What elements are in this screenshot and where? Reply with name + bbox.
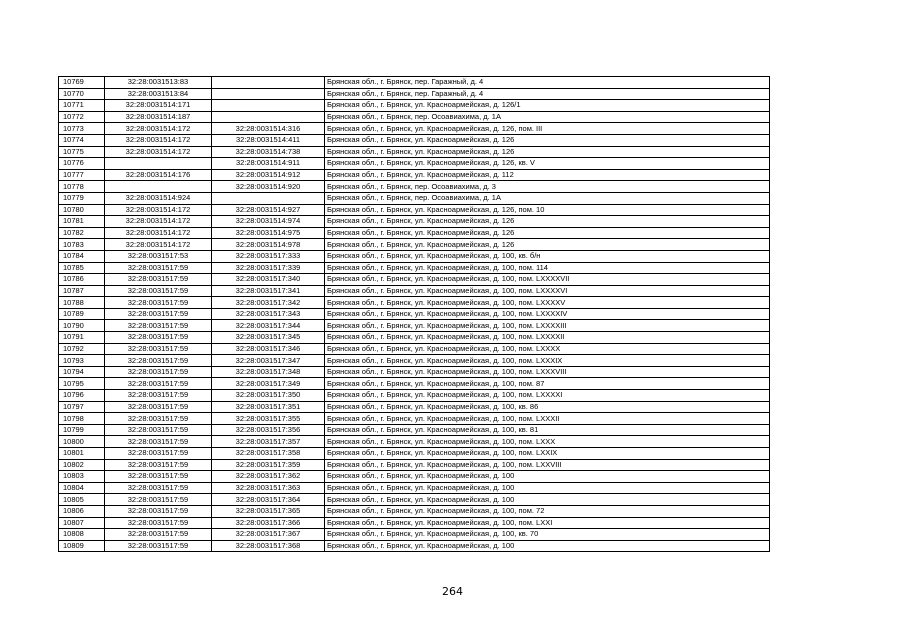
address-cell: Брянская обл., г. Брянск, ул. Красноармейская, д. 100, пом. LXXXII <box>325 413 770 425</box>
cadastral-number-cell: 32:28:0031517:59 <box>105 355 212 367</box>
row-number-cell: 10782 <box>59 227 105 239</box>
cadastral-number-cell: 32:28:0031517:59 <box>105 262 212 274</box>
row-number-cell: 10796 <box>59 390 105 402</box>
row-number-cell: 10769 <box>59 77 105 89</box>
cadastral-number-2-cell: 32:28:0031517:333 <box>212 250 325 262</box>
cadastral-number-2-cell: 32:28:0031517:368 <box>212 540 325 552</box>
table-row <box>59 471 770 483</box>
table-row <box>59 146 770 158</box>
row-number-cell: 10779 <box>59 192 105 204</box>
address-cell: Брянская обл., г. Брянск, ул. Красноармейская, д. 126 <box>325 146 770 158</box>
row-number-cell: 10781 <box>59 216 105 228</box>
cadastral-number-cell: 32:28:0031517:59 <box>105 274 212 286</box>
cadastral-number-cell: 32:28:0031517:59 <box>105 459 212 471</box>
address-cell: Брянская обл., г. Брянск, ул. Красноармейская, д. 126, пом. 10 <box>325 204 770 216</box>
cadastral-number-cell: 32:28:0031517:59 <box>105 285 212 297</box>
cadastral-number-cell: 32:28:0031514:172 <box>105 216 212 228</box>
address-cell: Брянская обл., г. Брянск, пер. Осоавиахима, д. 1А <box>325 111 770 123</box>
row-number-cell: 10775 <box>59 146 105 158</box>
address-cell: Брянская обл., г. Брянск, ул. Красноармейская, д. 126, пом. III <box>325 123 770 135</box>
cadastral-number-2-cell: 32:28:0031517:366 <box>212 517 325 529</box>
cadastral-number-cell: 32:28:0031517:59 <box>105 413 212 425</box>
row-number-cell: 10799 <box>59 424 105 436</box>
table-row <box>59 123 770 135</box>
row-number-cell: 10786 <box>59 274 105 286</box>
address-cell: Брянская обл., г. Брянск, ул. Красноармейская, д. 100, пом. 72 <box>325 505 770 517</box>
row-number-cell: 10801 <box>59 448 105 460</box>
row-number-cell: 10793 <box>59 355 105 367</box>
cadastral-number-cell: 32:28:0031513:84 <box>105 88 212 100</box>
cadastral-number-2-cell: 32:28:0031517:364 <box>212 494 325 506</box>
cadastral-number-cell: 32:28:0031517:59 <box>105 448 212 460</box>
row-number-cell: 10785 <box>59 262 105 274</box>
cadastral-number-2-cell: 32:28:0031517:355 <box>212 413 325 425</box>
table-row <box>59 169 770 181</box>
cadastral-number-2-cell <box>212 192 325 204</box>
cadastral-number-2-cell: 32:28:0031514:974 <box>212 216 325 228</box>
cadastral-number-2-cell: 32:28:0031517:344 <box>212 320 325 332</box>
cadastral-number-2-cell: 32:28:0031517:359 <box>212 459 325 471</box>
cadastral-number-cell: 32:28:0031514:176 <box>105 169 212 181</box>
cadastral-number-2-cell: 32:28:0031517:348 <box>212 366 325 378</box>
table-row <box>59 529 770 541</box>
cadastral-number-2-cell <box>212 111 325 123</box>
row-number-cell: 10772 <box>59 111 105 123</box>
address-cell: Брянская обл., г. Брянск, ул. Красноармейская, д. 100, пом. LXXXXV <box>325 297 770 309</box>
row-number-cell: 10770 <box>59 88 105 100</box>
cadastral-number-2-cell: 32:28:0031514:978 <box>212 239 325 251</box>
row-number-cell: 10777 <box>59 169 105 181</box>
table-row <box>59 204 770 216</box>
table-row <box>59 262 770 274</box>
address-cell: Брянская обл., г. Брянск, ул. Красноармейская, д. 100, кв. 70 <box>325 529 770 541</box>
cadastral-number-2-cell: 32:28:0031517:349 <box>212 378 325 390</box>
table-row <box>59 88 770 100</box>
address-cell: Брянская обл., г. Брянск, ул. Красноармейская, д. 100, пом. LXXXXVI <box>325 285 770 297</box>
cadastral-number-cell: 32:28:0031514:172 <box>105 239 212 251</box>
cadastral-number-2-cell: 32:28:0031514:975 <box>212 227 325 239</box>
table-row <box>59 390 770 402</box>
cadastral-number-cell <box>105 158 212 170</box>
table-row <box>59 517 770 529</box>
cadastral-number-cell: 32:28:0031514:172 <box>105 134 212 146</box>
cadastral-number-cell: 32:28:0031517:59 <box>105 529 212 541</box>
row-number-cell: 10795 <box>59 378 105 390</box>
table-row <box>59 459 770 471</box>
cadastral-number-cell: 32:28:0031514:172 <box>105 204 212 216</box>
cadastral-number-2-cell: 32:28:0031517:356 <box>212 424 325 436</box>
row-number-cell: 10778 <box>59 181 105 193</box>
table-row <box>59 158 770 170</box>
address-cell: Брянская обл., г. Брянск, ул. Красноармейская, д. 100, кв. 81 <box>325 424 770 436</box>
address-cell: Брянская обл., г. Брянск, ул. Красноармейская, д. 100 <box>325 494 770 506</box>
table-row <box>59 308 770 320</box>
cadastral-number-cell: 32:28:0031517:59 <box>105 378 212 390</box>
cadastral-number-2-cell: 32:28:0031514:911 <box>212 158 325 170</box>
row-number-cell: 10780 <box>59 204 105 216</box>
cadastral-number-2-cell <box>212 100 325 112</box>
row-number-cell: 10804 <box>59 482 105 494</box>
table-row <box>59 100 770 112</box>
row-number-cell: 10800 <box>59 436 105 448</box>
cadastral-number-2-cell: 32:28:0031517:339 <box>212 262 325 274</box>
address-cell: Брянская обл., г. Брянск, ул. Красноармейская, д. 100, пом. LXXXXI <box>325 390 770 402</box>
table-row <box>59 366 770 378</box>
table-row <box>59 134 770 146</box>
row-number-cell: 10783 <box>59 239 105 251</box>
table-row <box>59 436 770 448</box>
cadastral-number-cell: 32:28:0031517:59 <box>105 366 212 378</box>
cadastral-number-cell: 32:28:0031517:59 <box>105 517 212 529</box>
cadastral-number-cell: 32:28:0031514:171 <box>105 100 212 112</box>
row-number-cell: 10803 <box>59 471 105 483</box>
row-number-cell: 10802 <box>59 459 105 471</box>
address-cell: Брянская обл., г. Брянск, ул. Красноармейская, д. 126 <box>325 216 770 228</box>
address-cell: Брянская обл., г. Брянск, пер. Гаражный, д. 4 <box>325 77 770 89</box>
cadastral-number-cell: 32:28:0031517:59 <box>105 494 212 506</box>
row-number-cell: 10808 <box>59 529 105 541</box>
cadastral-number-2-cell: 32:28:0031514:316 <box>212 123 325 135</box>
cadastral-number-2-cell: 32:28:0031517:341 <box>212 285 325 297</box>
row-number-cell: 10792 <box>59 343 105 355</box>
cadastral-number-cell: 32:28:0031514:924 <box>105 192 212 204</box>
cadastral-number-2-cell <box>212 88 325 100</box>
cadastral-number-2-cell: 32:28:0031517:346 <box>212 343 325 355</box>
table-row <box>59 239 770 251</box>
address-cell: Брянская обл., г. Брянск, ул. Красноармейская, д. 100 <box>325 540 770 552</box>
table-row <box>59 378 770 390</box>
address-cell: Брянская обл., г. Брянск, ул. Красноармейская, д. 100, пом. 114 <box>325 262 770 274</box>
table-row <box>59 111 770 123</box>
table-row <box>59 192 770 204</box>
cadastral-number-2-cell: 32:28:0031514:411 <box>212 134 325 146</box>
address-cell: Брянская обл., г. Брянск, ул. Красноармейская, д. 126 <box>325 239 770 251</box>
cadastral-number-cell: 32:28:0031514:172 <box>105 146 212 158</box>
cadastral-number-cell: 32:28:0031517:59 <box>105 482 212 494</box>
address-cell: Брянская обл., г. Брянск, пер. Гаражный, д. 4 <box>325 88 770 100</box>
address-cell: Брянская обл., г. Брянск, ул. Красноармейская, д. 100, пом. LXXXXII <box>325 332 770 344</box>
table-row <box>59 401 770 413</box>
cadastral-number-cell: 32:28:0031517:59 <box>105 471 212 483</box>
address-cell: Брянская обл., г. Брянск, ул. Красноармейская, д. 100, пом. LXXXXIV <box>325 308 770 320</box>
cadastral-number-cell <box>105 181 212 193</box>
cadastral-number-2-cell: 32:28:0031514:927 <box>212 204 325 216</box>
cadastral-number-2-cell: 32:28:0031517:347 <box>212 355 325 367</box>
row-number-cell: 10773 <box>59 123 105 135</box>
address-cell: Брянская обл., г. Брянск, ул. Красноармейская, д. 100, кв. б/н <box>325 250 770 262</box>
table-row <box>59 355 770 367</box>
row-number-cell: 10771 <box>59 100 105 112</box>
cadastral-number-2-cell: 32:28:0031517:363 <box>212 482 325 494</box>
cadastral-number-2-cell: 32:28:0031517:345 <box>212 332 325 344</box>
row-number-cell: 10809 <box>59 540 105 552</box>
table-row <box>59 332 770 344</box>
cadastral-number-cell: 32:28:0031513:83 <box>105 77 212 89</box>
address-cell: Брянская обл., г. Брянск, ул. Красноармейская, д. 112 <box>325 169 770 181</box>
cadastral-number-2-cell: 32:28:0031517:340 <box>212 274 325 286</box>
table-body <box>59 77 770 552</box>
cadastral-number-2-cell: 32:28:0031517:350 <box>212 390 325 402</box>
row-number-cell: 10784 <box>59 250 105 262</box>
table-row <box>59 448 770 460</box>
table-row <box>59 297 770 309</box>
table-row <box>59 77 770 89</box>
cadastral-number-2-cell: 32:28:0031517:362 <box>212 471 325 483</box>
cadastral-number-cell: 32:28:0031517:59 <box>105 343 212 355</box>
cadastral-number-2-cell: 32:28:0031517:351 <box>212 401 325 413</box>
table-row <box>59 285 770 297</box>
cadastral-number-2-cell: 32:28:0031514:738 <box>212 146 325 158</box>
page-number: 264 <box>442 585 463 598</box>
address-cell: Брянская обл., г. Брянск, пер. Осоавиахима, д. 1А <box>325 192 770 204</box>
table-row <box>59 424 770 436</box>
cadastral-number-2-cell: 32:28:0031514:912 <box>212 169 325 181</box>
cadastral-number-cell: 32:28:0031517:59 <box>105 424 212 436</box>
cadastral-number-cell: 32:28:0031517:59 <box>105 505 212 517</box>
row-number-cell: 10797 <box>59 401 105 413</box>
cadastral-number-cell: 32:28:0031517:59 <box>105 320 212 332</box>
address-cell: Брянская обл., г. Брянск, ул. Красноармейская, д. 100 <box>325 471 770 483</box>
address-cell: Брянская обл., г. Брянск, ул. Красноармейская, д. 100 <box>325 482 770 494</box>
cadastral-number-2-cell <box>212 77 325 89</box>
cadastral-number-2-cell: 32:28:0031517:367 <box>212 529 325 541</box>
address-cell: Брянская обл., г. Брянск, ул. Красноармейская, д. 100, пом. LXXX <box>325 436 770 448</box>
cadastral-number-cell: 32:28:0031517:59 <box>105 390 212 402</box>
cadastral-number-2-cell: 32:28:0031517:365 <box>212 505 325 517</box>
table-row <box>59 494 770 506</box>
row-number-cell: 10776 <box>59 158 105 170</box>
address-cell: Брянская обл., г. Брянск, ул. Красноармейская, д. 126 <box>325 227 770 239</box>
cadastral-number-2-cell: 32:28:0031517:342 <box>212 297 325 309</box>
cadastral-number-2-cell: 32:28:0031514:920 <box>212 181 325 193</box>
cadastral-number-2-cell: 32:28:0031517:358 <box>212 448 325 460</box>
address-cell: Брянская обл., г. Брянск, ул. Красноармейская, д. 100, пом. LXXXXIII <box>325 320 770 332</box>
cadastral-number-2-cell: 32:28:0031517:343 <box>212 308 325 320</box>
property-table <box>58 76 770 552</box>
row-number-cell: 10774 <box>59 134 105 146</box>
cadastral-number-cell: 32:28:0031514:187 <box>105 111 212 123</box>
cadastral-number-cell: 32:28:0031514:172 <box>105 227 212 239</box>
row-number-cell: 10806 <box>59 505 105 517</box>
address-cell: Брянская обл., г. Брянск, пер. Осоавиахима, д. 3 <box>325 181 770 193</box>
row-number-cell: 10805 <box>59 494 105 506</box>
table-row <box>59 540 770 552</box>
row-number-cell: 10789 <box>59 308 105 320</box>
address-cell: Брянская обл., г. Брянск, ул. Красноармейская, д. 100, пом. LXXVIII <box>325 459 770 471</box>
table-row <box>59 343 770 355</box>
address-cell: Брянская обл., г. Брянск, ул. Красноармейская, д. 100, пом. LXXI <box>325 517 770 529</box>
address-cell: Брянская обл., г. Брянск, ул. Красноармейская, д. 100, кв. 86 <box>325 401 770 413</box>
row-number-cell: 10788 <box>59 297 105 309</box>
cadastral-number-cell: 32:28:0031517:59 <box>105 332 212 344</box>
address-cell: Брянская обл., г. Брянск, ул. Красноармейская, д. 100, пом. 87 <box>325 378 770 390</box>
table-row <box>59 181 770 193</box>
cadastral-number-cell: 32:28:0031514:172 <box>105 123 212 135</box>
cadastral-number-cell: 32:28:0031517:59 <box>105 401 212 413</box>
table-row <box>59 482 770 494</box>
row-number-cell: 10790 <box>59 320 105 332</box>
table-row <box>59 274 770 286</box>
cadastral-number-cell: 32:28:0031517:59 <box>105 540 212 552</box>
table-row <box>59 320 770 332</box>
cadastral-number-cell: 32:28:0031517:59 <box>105 297 212 309</box>
table-row <box>59 250 770 262</box>
address-cell: Брянская обл., г. Брянск, ул. Красноармейская, д. 100, пом. LXXIX <box>325 448 770 460</box>
row-number-cell: 10791 <box>59 332 105 344</box>
cadastral-number-cell: 32:28:0031517:53 <box>105 250 212 262</box>
address-cell: Брянская обл., г. Брянск, ул. Красноармейская, д. 100, пом. LXXXVIII <box>325 366 770 378</box>
address-cell: Брянская обл., г. Брянск, ул. Красноармейская, д. 126 <box>325 134 770 146</box>
cadastral-number-cell: 32:28:0031517:59 <box>105 436 212 448</box>
row-number-cell: 10794 <box>59 366 105 378</box>
cadastral-number-2-cell: 32:28:0031517:357 <box>212 436 325 448</box>
table-row <box>59 216 770 228</box>
row-number-cell: 10798 <box>59 413 105 425</box>
cadastral-number-cell: 32:28:0031517:59 <box>105 308 212 320</box>
address-cell: Брянская обл., г. Брянск, ул. Красноармейская, д. 100, пом. LXXXIX <box>325 355 770 367</box>
address-cell: Брянская обл., г. Брянск, ул. Красноармейская, д. 126/1 <box>325 100 770 112</box>
address-cell: Брянская обл., г. Брянск, ул. Красноармейская, д. 126, кв. V <box>325 158 770 170</box>
address-cell: Брянская обл., г. Брянск, ул. Красноармейская, д. 100, пом. LXXXX <box>325 343 770 355</box>
table-row <box>59 505 770 517</box>
address-cell: Брянская обл., г. Брянск, ул. Красноармейская, д. 100, пом. LXXXXVII <box>325 274 770 286</box>
table-row <box>59 413 770 425</box>
row-number-cell: 10787 <box>59 285 105 297</box>
table-row <box>59 227 770 239</box>
row-number-cell: 10807 <box>59 517 105 529</box>
